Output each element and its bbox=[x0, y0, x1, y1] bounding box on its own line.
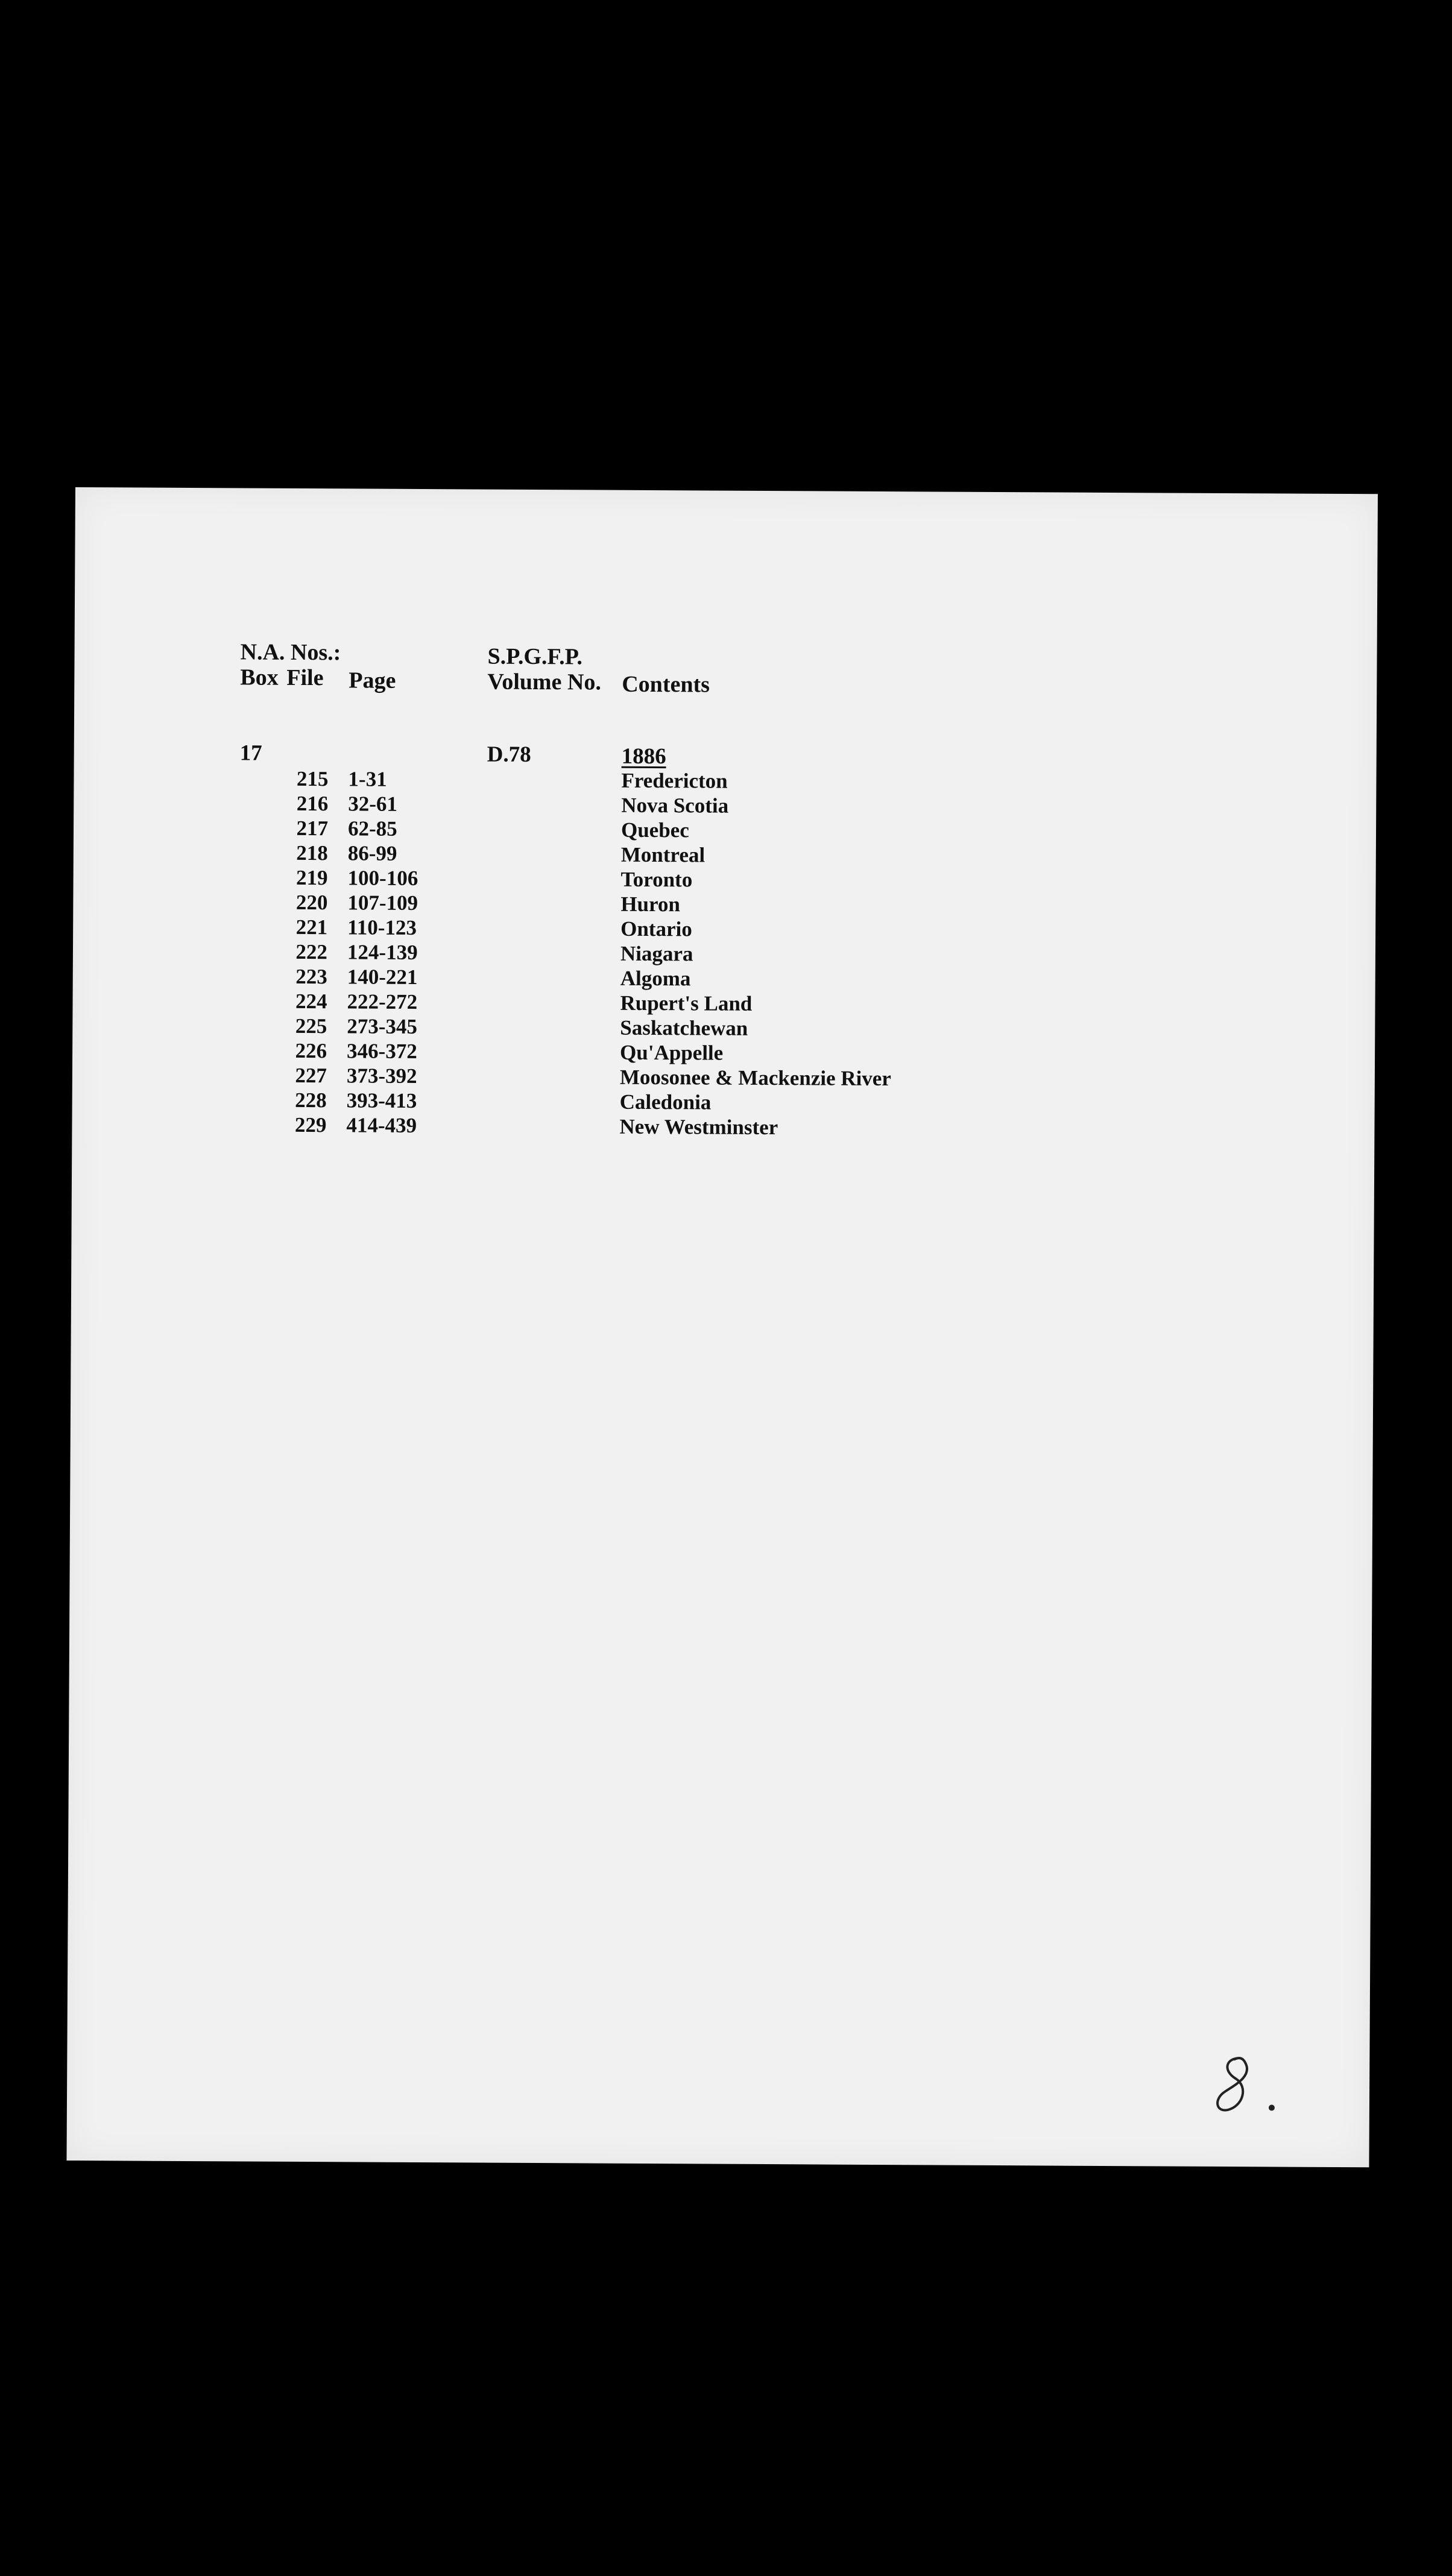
page-range: 1-31 bbox=[348, 767, 387, 791]
volume-no-header: Volume No. bbox=[487, 669, 602, 695]
contents-entry: Moosonee & Mackenzie River bbox=[619, 1065, 891, 1091]
contents-entry: Huron bbox=[620, 892, 681, 917]
file-number: 224 bbox=[295, 989, 327, 1014]
page-range: 110-123 bbox=[347, 915, 417, 939]
file-number: 226 bbox=[295, 1038, 327, 1063]
contents-entry: New Westminster bbox=[619, 1114, 778, 1140]
file-number: 229 bbox=[294, 1113, 327, 1137]
volume-number: D.78 bbox=[487, 742, 531, 767]
year-heading: 1886 bbox=[621, 743, 666, 769]
box-header: Box bbox=[240, 665, 279, 690]
entries-list bbox=[74, 766, 1377, 1140]
page-range: 86-99 bbox=[347, 841, 397, 865]
page-range: 140-221 bbox=[347, 965, 418, 989]
contents-entry: Rupert's Land bbox=[620, 991, 753, 1015]
na-nos-header: N.A. Nos.: bbox=[240, 639, 341, 666]
contents-entry: Quebec bbox=[620, 818, 689, 842]
contents-entry: Saskatchewan bbox=[620, 1015, 748, 1040]
page-range: 124-139 bbox=[347, 940, 418, 964]
contents-entry: Fredericton bbox=[621, 768, 728, 793]
file-number: 216 bbox=[296, 791, 329, 816]
contents-entry: Nova Scotia bbox=[621, 793, 729, 818]
page-range: 32-61 bbox=[348, 792, 398, 816]
contents-entry: Ontario bbox=[620, 917, 692, 941]
contents-entry: Caledonia bbox=[619, 1090, 712, 1114]
contents-entry: Toronto bbox=[620, 867, 693, 892]
contents-entry: Montreal bbox=[620, 842, 705, 867]
page-range: 414-439 bbox=[346, 1113, 417, 1137]
file-number: 222 bbox=[295, 939, 328, 964]
document-sheet bbox=[66, 487, 1378, 2167]
file-number: 228 bbox=[295, 1088, 327, 1113]
page-range: 393-413 bbox=[346, 1088, 417, 1113]
file-number: 215 bbox=[296, 766, 329, 791]
page-range: 346-372 bbox=[347, 1039, 417, 1063]
file-number: 225 bbox=[295, 1014, 327, 1038]
page-header: Page bbox=[349, 668, 396, 693]
page-range: 62-85 bbox=[347, 816, 397, 841]
box-number: 17 bbox=[239, 740, 262, 766]
spgfp-header: S.P.G.F.P. bbox=[487, 643, 583, 670]
file-number: 221 bbox=[295, 915, 328, 939]
page-range: 222-272 bbox=[347, 990, 418, 1014]
page-range: 107-109 bbox=[347, 891, 418, 915]
contents-entry: Niagara bbox=[620, 941, 693, 966]
file-number: 227 bbox=[295, 1063, 327, 1088]
file-number: 218 bbox=[296, 841, 328, 865]
contents-entry: Qu'Appelle bbox=[620, 1040, 724, 1065]
handwritten-page-mark bbox=[1201, 2052, 1286, 2125]
file-number: 220 bbox=[295, 890, 328, 915]
file-number: 223 bbox=[295, 964, 327, 989]
file-number: 217 bbox=[296, 816, 329, 841]
file-header: File bbox=[286, 665, 324, 691]
contents-header: Contents bbox=[622, 671, 710, 698]
page-range: 273-345 bbox=[347, 1014, 418, 1038]
page-range: 373-392 bbox=[346, 1064, 417, 1088]
page-range: 100-106 bbox=[347, 866, 418, 890]
file-number: 219 bbox=[296, 865, 328, 890]
contents-entry: Algoma bbox=[620, 966, 691, 991]
